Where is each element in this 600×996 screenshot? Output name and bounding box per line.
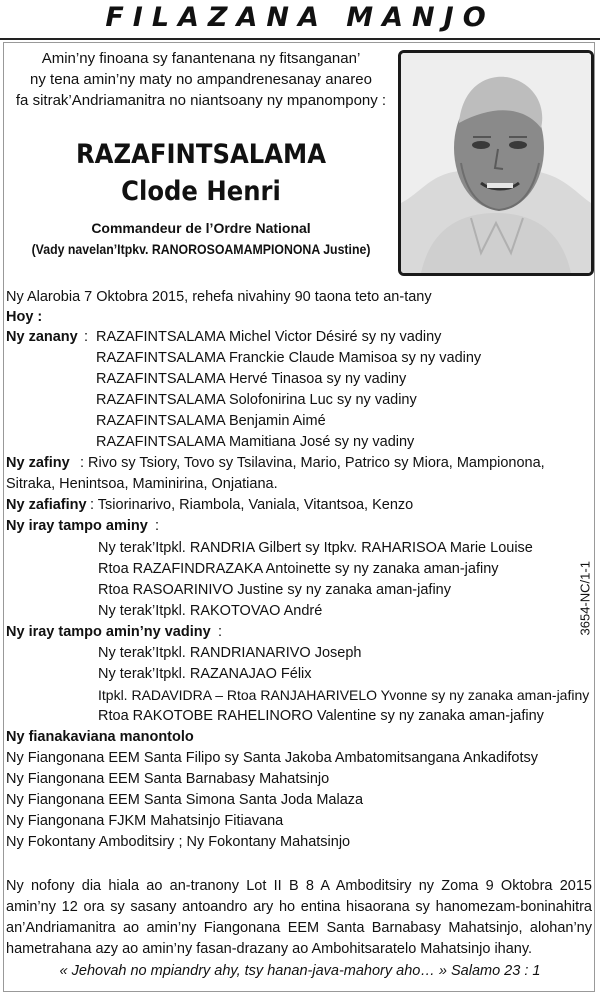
iray-tampo-vadiny-item: Ny terak’Itpkl. RANDRIANARIVO Joseph	[98, 645, 362, 661]
intro-line-1: Amin’ny finoana sy fanantenana ny fitsanganan’	[41, 50, 361, 67]
zanany-item: RAZAFINTSALAMA Solofonirina Luc sy ny vadiny	[96, 392, 417, 408]
intro-line-2: ny tena amin’ny maty no ampandrenesanay anareo	[30, 71, 372, 88]
header-title: FILAZANA MANJO	[105, 2, 495, 33]
zanany-item: RAZAFINTSALAMA Michel Victor Désiré sy ny vadiny	[96, 329, 442, 345]
portrait-photo	[398, 50, 594, 276]
iray-tampo-vadiny-colon: :	[218, 624, 223, 640]
zanany-item: RAZAFINTSALAMA Franckie Claude Mamisoa sy ny vadiny	[96, 350, 482, 366]
iray-tampo-aminy-item: Rtoa RASOARINIVO Justine sy ny zanaka aman-jafiny	[98, 582, 451, 598]
iray-tampo-vadiny-item: Itpkl. RADAVIDRA – Rtoa RANJAHARIVELO Yvonne sy ny zanaka aman-jafiny	[98, 687, 590, 703]
deceased-surname: RAZAFINTSALAMA	[75, 139, 327, 170]
fianakaviana-item: Ny Fiangonana EEM Santa Filipo sy Santa Jakoba Ambatomitsangana Ankadifotsy	[6, 750, 538, 766]
reference-code-text: 3654-NC/1-1	[577, 561, 593, 636]
spouse-line: (Vady navelan’Itpkv. RANOROSOAMAMPIONONA Justine)	[31, 241, 371, 257]
intro-line-3: fa sitrak’Andriamanitra no niantsoany ny mpanompony :	[15, 92, 387, 109]
announcement-header	[0, 0, 600, 40]
scripture-quote: « Jehovah no mpiandry ahy, tsy hanan-java-mahory aho… » Salamo 23 : 1	[59, 963, 541, 979]
fianakaviana-item: Ny Fokontany Amboditsiry ; Ny Fokontany Mahatsinjo	[6, 834, 351, 850]
zafiny-text-1: : Rivo sy Tsiory, Tovo sy Tsilavina, Mario, Patrico sy Miora, Mampionona,	[80, 455, 545, 471]
iray-tampo-aminy-item: Rtoa RAZAFINDRAZAKA Antoinette sy ny zanaka aman-jafiny	[98, 561, 499, 577]
zafiny-text-2: Sitraka, Henintsoa, Maminirina, Onjatiana.	[6, 476, 278, 492]
portrait-image	[401, 53, 591, 273]
death-announcement: Ny Alarobia 7 Oktobra 2015, rehefa nivahiny 90 taona teto an-tany	[6, 289, 432, 305]
zanany-item: RAZAFINTSALAMA Hervé Tinasoa sy ny vadiny	[96, 371, 407, 387]
deceased-distinction: Commandeur de l’Ordre National	[91, 220, 311, 236]
iray-tampo-vadiny-item: Ny terak’Itpkl. RAZANAJAO Félix	[98, 666, 312, 682]
funeral-details: Ny nofony dia hiala ao an-tranony Lot II B 8 A Amboditsiry ny Zoma 9 Oktobra 2015 amin’ny 12 ora sy sasany antoandro ary ho entina hisaorana sy hanomezam-boninahitra an’Andriamanitra ao amin’ny Fiangonana EEM Santa Barnabasy Mahatsinjo, alohan’ny hametrahana azy ao amin’ny fasan-drazany ao Ambohitsaratelo Mahatsinjo ihany.	[6, 878, 592, 957]
hoy-label: Hoy :	[6, 309, 43, 325]
zanany-label: Ny zanany	[6, 329, 78, 345]
zanany-item: RAZAFINTSALAMA Mamitiana José sy ny vadiny	[96, 434, 415, 450]
fianakaviana-item: Ny Fiangonana EEM Santa Barnabasy Mahatsinjo	[6, 771, 330, 787]
fianakaviana-item: Ny Fiangonana FJKM Mahatsinjo Fitiavana	[6, 813, 284, 829]
zafiafiny-label: Ny zafiafiny	[6, 497, 87, 513]
zanany-colon: :	[84, 329, 89, 345]
zafiny-label: Ny zafiny	[6, 455, 70, 471]
iray-tampo-vadiny-item: Rtoa RAKOTOBE RAHELINORO Valentine sy ny zanaka aman-jafiny	[98, 708, 544, 724]
deceased-given-names: Clode Henri	[121, 176, 281, 207]
fianakaviana-item: Ny Fiangonana EEM Santa Simona Santa Joda Malaza	[6, 792, 364, 808]
fianakaviana-label: Ny fianakaviana manontolo	[6, 729, 194, 745]
zafiafiny-text: : Tsiorinarivo, Riambola, Vaniala, Vitantsoa, Kenzo	[90, 497, 414, 513]
zanany-item: RAZAFINTSALAMA Benjamin Aimé	[96, 413, 326, 429]
iray-tampo-aminy-label: Ny iray tampo aminy	[6, 518, 148, 534]
iray-tampo-vadiny-label: Ny iray tampo amin’ny vadiny	[6, 624, 211, 640]
iray-tampo-aminy-item: Ny terak’Itpkl. RANDRIA Gilbert sy Itpkv. RAHARISOA Marie Louise	[98, 540, 533, 556]
iray-tampo-aminy-item: Ny terak’Itpkl. RAKOTOVAO André	[98, 603, 323, 619]
iray-tampo-aminy-colon: :	[155, 518, 160, 534]
